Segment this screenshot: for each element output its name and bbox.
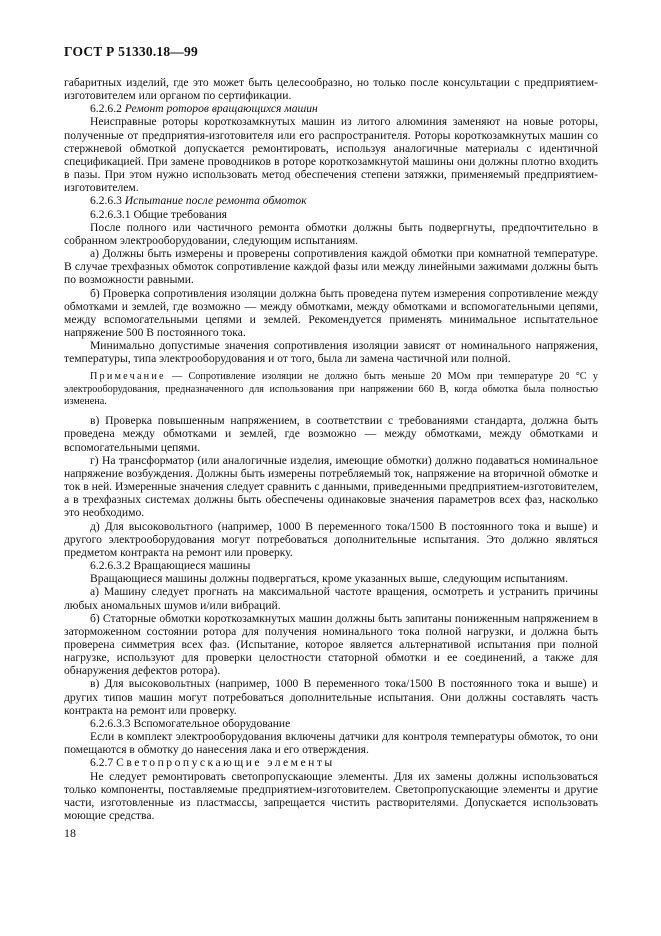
- note-label: Примечание: [90, 371, 166, 383]
- section-title: Светопропускающие элементы: [116, 756, 335, 770]
- section-title: Испытание после ремонта обмоток: [124, 194, 307, 208]
- list-item: в) Для высоковольтных (например, 1000 В переменного тока/1500 В постоянного тока и выше) и других типов машин могут потребоваться дополнительные испытания. Они должны составлять часть контракта на ремонт или проверку.: [64, 677, 598, 717]
- section-heading: [64, 756, 598, 769]
- section-heading: [64, 194, 598, 207]
- section-title: Ремонт роторов вращающихся машин: [124, 102, 318, 116]
- section-heading: [64, 102, 598, 115]
- paragraph: Вращающиеся машины должны подвергаться, кроме указанных выше, следующим испытаниям.: [90, 572, 569, 586]
- list-item: б) Проверка сопротивления изоляции должна быть проведена путем измерения сопротивление между обмотками и землей, где возможно — между обмотками, между обмотками и вспомогательными цепями, между вспомогательными цепями и землей. Рекомендуется применять минимальное испытательное напряжение 500 В постоянного тока.: [64, 286, 598, 339]
- list-item: в) Проверка повышенным напряжением, в соответствии с требованиями стандарта, должна быть проведена между обмотками и землей, где возможно — между обмотками, между обмотками и вспомогательными цепями.: [64, 414, 598, 454]
- subsection-heading: 6.2.6.3.1 Общие требования: [90, 207, 227, 221]
- paragraph: После полного или частичного ремонта обмотки должны быть подвергнуты, предпочтительно в собранном электрооборудовании, следующим испытаниям.: [64, 220, 598, 247]
- section-number: 6.2.7: [90, 756, 114, 770]
- section-number: 6.2.6.3: [90, 194, 122, 208]
- paragraph: Минимально допустимые значения сопротивления изоляции зависят от номинального напряжения, температуры, типа электрооборудования и от того, была ли замена частичной или полной.: [64, 339, 598, 366]
- page-number: 18: [64, 826, 76, 840]
- paragraph: Если в комплект электрооборудования включены датчики для контроля температуры обмоток, то они помещаются в обмотку до нанесения лака и его отверждения.: [64, 730, 598, 757]
- note: [64, 371, 598, 408]
- list-item: г) На трансформатор (или аналогичные изделия, имеющие обмотки) должно подаваться номинальное напряжение возбуждения. Должны быть измерены потребляемый ток, напряжение на вторичной обмотке и ток в ней. Измеренные значения следует сравнить с данными, приведенными предприятием-изготовителем, а в трехфазных системах должны быть обеспечены одинаковые значения параметров всех фаз, насколько это необходимо.: [64, 453, 598, 520]
- note-text: — Сопротивление изоляции не должно быть меньше 20 МОм при температуре 20 °С у электрооборудования, предназначенного для использования при напряжении 660 В, когда обмотка была полностью изменена.: [64, 371, 598, 408]
- section-number: 6.2.6.2: [90, 102, 122, 116]
- list-item: а) Машину следует прогнать на максимальной частоте вращения, осмотреть и устранить причины любых аномальных шумов и/или вибраций.: [64, 585, 598, 612]
- paragraph: Не следует ремонтировать светопропускающие элементы. Для их замены должны использоваться только компоненты, поставляемые предприятием-изготовителем. Светопропускающие элементы и другие части, изготовленные из пластмассы, запрещается чистить растворителями. Допускается использовать моющие средства.: [64, 769, 598, 823]
- subsection-heading: 6.2.6.3.3 Вспомогательное оборудование: [90, 716, 291, 730]
- list-item: д) Для высоковольтного (например, 1000 В переменного тока/1500 В постоянного тока и выше) и другого электрооборудования могут потребоваться дополнительные испытания. Это должно являться предметом контракта на ремонт или проверку.: [64, 519, 598, 559]
- page-header: ГОСТ Р 51330.18—99: [64, 44, 198, 59]
- list-item: а) Должны быть измерены и проверены сопротивления каждой обмотки при комнатной температуре. В случае трехфазных обмоток сопротивление каждой фазы или между линейными зажимами должны быть по возможности равными.: [64, 247, 598, 287]
- list-item: б) Статорные обмотки короткозамкнутых машин должны быть запитаны пониженным напряжением в заторможенном состоянии ротора для получения номинального тока полной нагрузки, и должна быть проверена симметрия всех фаз. (Испытание, которое является альтернативой испытания при полной нагрузке, используют для проверки целостности статорной обмотки и ее соединений, а также для обнаружения дефектов ротора).: [64, 611, 598, 678]
- paragraph: габаритных изделий, где это может быть целесообразно, но только после консультации с предприятием-изготовителем или органом по сертификации.: [64, 76, 598, 103]
- subsection-heading: 6.2.6.3.2 Вращающиеся машины: [90, 559, 251, 573]
- page-body: [64, 76, 598, 822]
- paragraph: Неисправные роторы короткозамкнутых машин из литого алюминия заменяют на новые роторы, полученные от предприятия-изготовителя или его распространителя. Роторы короткозамкнутых машин со стержневой обмоткой допускается ремонтировать, используя аналогичные материалы с идентичной спецификацией. При замене проводников в роторе короткозамкнутой машины они должны плотно входить в пазы. При этом нужно использовать метод обеспечения степени затяжки, применяемый предприятием-изготовителем.: [64, 115, 598, 195]
